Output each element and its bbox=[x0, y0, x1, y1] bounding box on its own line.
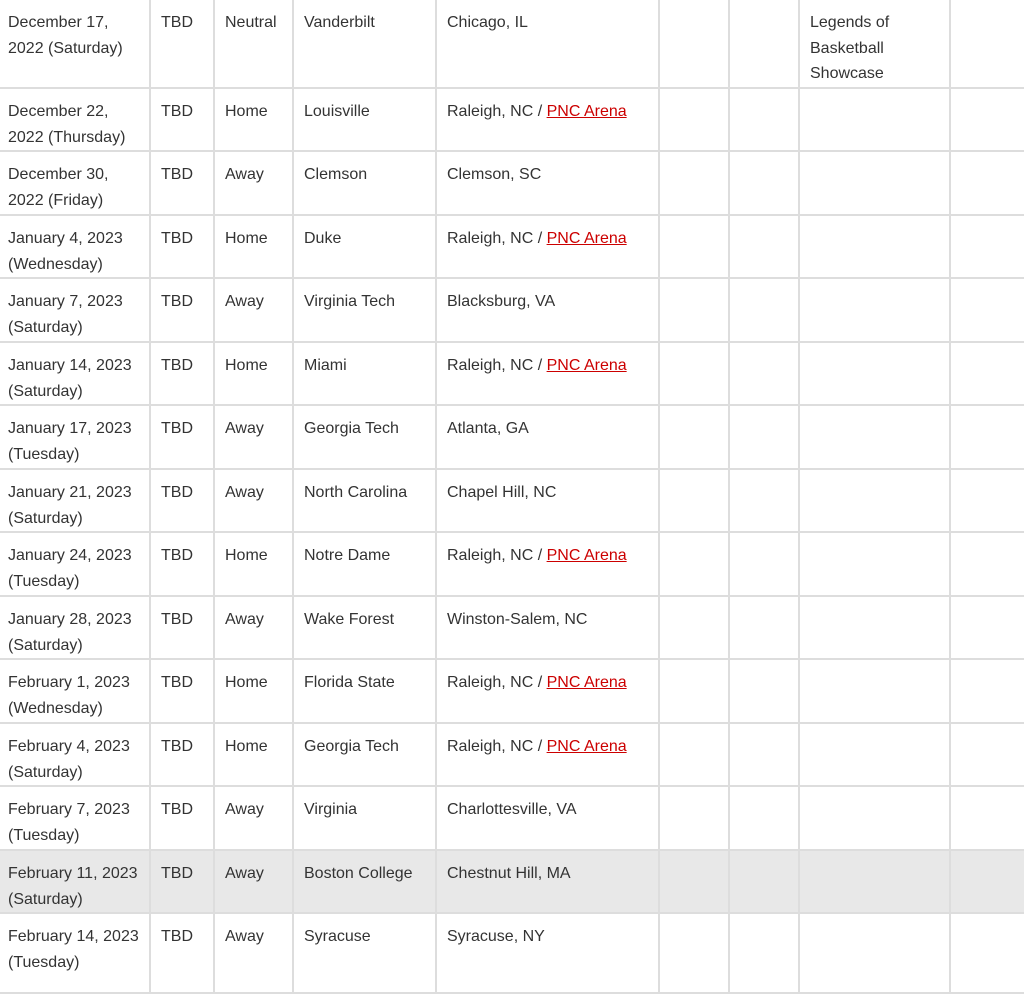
empty-cell bbox=[659, 469, 729, 532]
empty-cell bbox=[950, 532, 1024, 596]
empty-cell bbox=[950, 342, 1024, 405]
date-cell: January 7, 2023 (Saturday) bbox=[0, 278, 150, 342]
location-cell bbox=[436, 723, 659, 786]
date-cell: February 11, 2023 (Saturday) bbox=[0, 850, 150, 913]
location-cell bbox=[436, 405, 659, 469]
opponent-cell: Notre Dame bbox=[293, 532, 436, 596]
opponent-cell: Boston College bbox=[293, 850, 436, 913]
empty-cell bbox=[659, 659, 729, 723]
table-row bbox=[0, 278, 1024, 342]
empty-cell bbox=[729, 850, 799, 913]
empty-cell bbox=[729, 596, 799, 659]
location-text: Chapel Hill, NC bbox=[447, 484, 557, 501]
empty-cell bbox=[729, 532, 799, 596]
table-row bbox=[0, 913, 1024, 993]
empty-cell bbox=[729, 469, 799, 532]
table-row bbox=[0, 88, 1024, 151]
time-cell: TBD bbox=[150, 405, 214, 469]
location-text: Winston-Salem, NC bbox=[447, 611, 588, 628]
empty-cell bbox=[659, 88, 729, 151]
date-cell: January 28, 2023 (Saturday) bbox=[0, 596, 150, 659]
location-text: Raleigh, NC / bbox=[447, 230, 547, 247]
opponent-cell: North Carolina bbox=[293, 469, 436, 532]
site-cell: Home bbox=[214, 342, 293, 405]
date-cell: January 4, 2023 (Wednesday) bbox=[0, 215, 150, 278]
empty-cell bbox=[950, 278, 1024, 342]
location-text: Clemson, SC bbox=[447, 166, 542, 183]
empty-cell bbox=[729, 215, 799, 278]
time-cell: TBD bbox=[150, 659, 214, 723]
opponent-cell: Wake Forest bbox=[293, 596, 436, 659]
date-cell: December 17, 2022 (Saturday) bbox=[0, 0, 150, 88]
empty-cell bbox=[659, 215, 729, 278]
empty-cell bbox=[729, 659, 799, 723]
table-row bbox=[0, 405, 1024, 469]
empty-cell bbox=[659, 342, 729, 405]
time-cell: TBD bbox=[150, 786, 214, 850]
date-cell: February 4, 2023 (Saturday) bbox=[0, 723, 150, 786]
notes-cell bbox=[799, 913, 950, 993]
time-cell: TBD bbox=[150, 215, 214, 278]
site-cell: Home bbox=[214, 532, 293, 596]
opponent-cell: Vanderbilt bbox=[293, 0, 436, 88]
site-cell: Home bbox=[214, 215, 293, 278]
notes-cell: Legends of Basketball Showcase bbox=[799, 0, 950, 88]
opponent-cell: Louisville bbox=[293, 88, 436, 151]
arena-link[interactable]: PNC Arena bbox=[546, 547, 627, 564]
empty-cell bbox=[729, 151, 799, 215]
location-text: Raleigh, NC / bbox=[447, 357, 547, 374]
arena-link[interactable]: PNC Arena bbox=[546, 357, 627, 374]
date-cell: February 7, 2023 (Tuesday) bbox=[0, 786, 150, 850]
empty-cell bbox=[659, 596, 729, 659]
location-text: Raleigh, NC / bbox=[447, 103, 547, 120]
location-cell bbox=[436, 151, 659, 215]
empty-cell bbox=[659, 278, 729, 342]
location-text: Raleigh, NC / bbox=[447, 547, 547, 564]
empty-cell bbox=[950, 405, 1024, 469]
empty-cell bbox=[950, 88, 1024, 151]
empty-cell bbox=[729, 342, 799, 405]
table-row bbox=[0, 659, 1024, 723]
site-cell: Home bbox=[214, 723, 293, 786]
table-row bbox=[0, 0, 1024, 88]
location-cell bbox=[436, 342, 659, 405]
time-cell: TBD bbox=[150, 532, 214, 596]
location-cell bbox=[436, 88, 659, 151]
notes-cell bbox=[799, 405, 950, 469]
notes-cell bbox=[799, 342, 950, 405]
site-cell: Away bbox=[214, 596, 293, 659]
empty-cell bbox=[659, 850, 729, 913]
time-cell: TBD bbox=[150, 88, 214, 151]
empty-cell bbox=[950, 723, 1024, 786]
location-cell bbox=[436, 469, 659, 532]
table-row bbox=[0, 215, 1024, 278]
location-text: Raleigh, NC / bbox=[447, 738, 547, 755]
empty-cell bbox=[659, 405, 729, 469]
empty-cell bbox=[659, 151, 729, 215]
empty-cell bbox=[659, 786, 729, 850]
opponent-cell: Georgia Tech bbox=[293, 723, 436, 786]
opponent-cell: Georgia Tech bbox=[293, 405, 436, 469]
notes-cell bbox=[799, 596, 950, 659]
location-cell bbox=[436, 532, 659, 596]
empty-cell bbox=[950, 850, 1024, 913]
location-text: Atlanta, GA bbox=[447, 420, 529, 437]
date-cell: February 1, 2023 (Wednesday) bbox=[0, 659, 150, 723]
time-cell: TBD bbox=[150, 850, 214, 913]
date-cell: December 30, 2022 (Friday) bbox=[0, 151, 150, 215]
notes-cell bbox=[799, 278, 950, 342]
empty-cell bbox=[950, 786, 1024, 850]
location-text: Raleigh, NC / bbox=[447, 674, 547, 691]
date-cell: January 21, 2023 (Saturday) bbox=[0, 469, 150, 532]
empty-cell bbox=[659, 913, 729, 993]
notes-cell bbox=[799, 850, 950, 913]
time-cell: TBD bbox=[150, 278, 214, 342]
table-row bbox=[0, 786, 1024, 850]
site-cell: Home bbox=[214, 659, 293, 723]
site-cell: Neutral bbox=[214, 0, 293, 88]
table-row bbox=[0, 723, 1024, 786]
date-cell: January 17, 2023 (Tuesday) bbox=[0, 405, 150, 469]
empty-cell bbox=[729, 278, 799, 342]
empty-cell bbox=[729, 88, 799, 151]
table-row bbox=[0, 850, 1024, 913]
notes-cell bbox=[799, 723, 950, 786]
arena-link[interactable]: PNC Arena bbox=[546, 103, 627, 120]
location-text: Chestnut Hill, MA bbox=[447, 865, 571, 882]
empty-cell bbox=[729, 913, 799, 993]
opponent-cell: Duke bbox=[293, 215, 436, 278]
site-cell: Away bbox=[214, 151, 293, 215]
opponent-cell: Virginia bbox=[293, 786, 436, 850]
opponent-cell: Syracuse bbox=[293, 913, 436, 993]
empty-cell bbox=[950, 659, 1024, 723]
table-row bbox=[0, 596, 1024, 659]
empty-cell bbox=[950, 215, 1024, 278]
notes-cell bbox=[799, 151, 950, 215]
date-cell: January 24, 2023 (Tuesday) bbox=[0, 532, 150, 596]
location-cell bbox=[436, 278, 659, 342]
notes-cell bbox=[799, 532, 950, 596]
location-text: Charlottesville, VA bbox=[447, 801, 577, 818]
empty-cell bbox=[729, 0, 799, 88]
time-cell: TBD bbox=[150, 342, 214, 405]
location-text: Blacksburg, VA bbox=[447, 293, 556, 310]
table-row bbox=[0, 469, 1024, 532]
empty-cell bbox=[659, 532, 729, 596]
time-cell: TBD bbox=[150, 913, 214, 993]
empty-cell bbox=[729, 723, 799, 786]
empty-cell bbox=[729, 786, 799, 850]
site-cell: Away bbox=[214, 278, 293, 342]
location-cell bbox=[436, 215, 659, 278]
location-cell bbox=[436, 0, 659, 88]
location-cell bbox=[436, 850, 659, 913]
site-cell: Away bbox=[214, 469, 293, 532]
empty-cell bbox=[950, 596, 1024, 659]
arena-link[interactable]: PNC Arena bbox=[546, 738, 627, 755]
location-cell bbox=[436, 786, 659, 850]
table-row bbox=[0, 151, 1024, 215]
date-cell: February 14, 2023 (Tuesday) bbox=[0, 913, 150, 993]
time-cell: TBD bbox=[150, 596, 214, 659]
opponent-cell: Florida State bbox=[293, 659, 436, 723]
date-cell: January 14, 2023 (Saturday) bbox=[0, 342, 150, 405]
empty-cell bbox=[729, 405, 799, 469]
empty-cell bbox=[950, 151, 1024, 215]
time-cell: TBD bbox=[150, 469, 214, 532]
empty-cell bbox=[659, 723, 729, 786]
opponent-cell: Miami bbox=[293, 342, 436, 405]
site-cell: Away bbox=[214, 405, 293, 469]
site-cell: Away bbox=[214, 850, 293, 913]
location-text: Chicago, IL bbox=[447, 14, 528, 31]
location-text: Syracuse, NY bbox=[447, 928, 545, 945]
opponent-cell: Virginia Tech bbox=[293, 278, 436, 342]
location-cell bbox=[436, 596, 659, 659]
arena-link[interactable]: PNC Arena bbox=[546, 674, 627, 691]
site-cell: Away bbox=[214, 786, 293, 850]
arena-link[interactable]: PNC Arena bbox=[546, 230, 627, 247]
notes-cell bbox=[799, 469, 950, 532]
date-cell: December 22, 2022 (Thursday) bbox=[0, 88, 150, 151]
time-cell: TBD bbox=[150, 0, 214, 88]
notes-cell bbox=[799, 786, 950, 850]
opponent-cell: Clemson bbox=[293, 151, 436, 215]
table-row bbox=[0, 532, 1024, 596]
site-cell: Home bbox=[214, 88, 293, 151]
notes-cell bbox=[799, 659, 950, 723]
notes-cell bbox=[799, 215, 950, 278]
time-cell: TBD bbox=[150, 151, 214, 215]
empty-cell bbox=[950, 0, 1024, 88]
empty-cell bbox=[659, 0, 729, 88]
location-cell bbox=[436, 659, 659, 723]
notes-cell bbox=[799, 88, 950, 151]
time-cell: TBD bbox=[150, 723, 214, 786]
site-cell: Away bbox=[214, 913, 293, 993]
empty-cell bbox=[950, 469, 1024, 532]
location-cell bbox=[436, 913, 659, 993]
table-row bbox=[0, 342, 1024, 405]
empty-cell bbox=[950, 913, 1024, 993]
